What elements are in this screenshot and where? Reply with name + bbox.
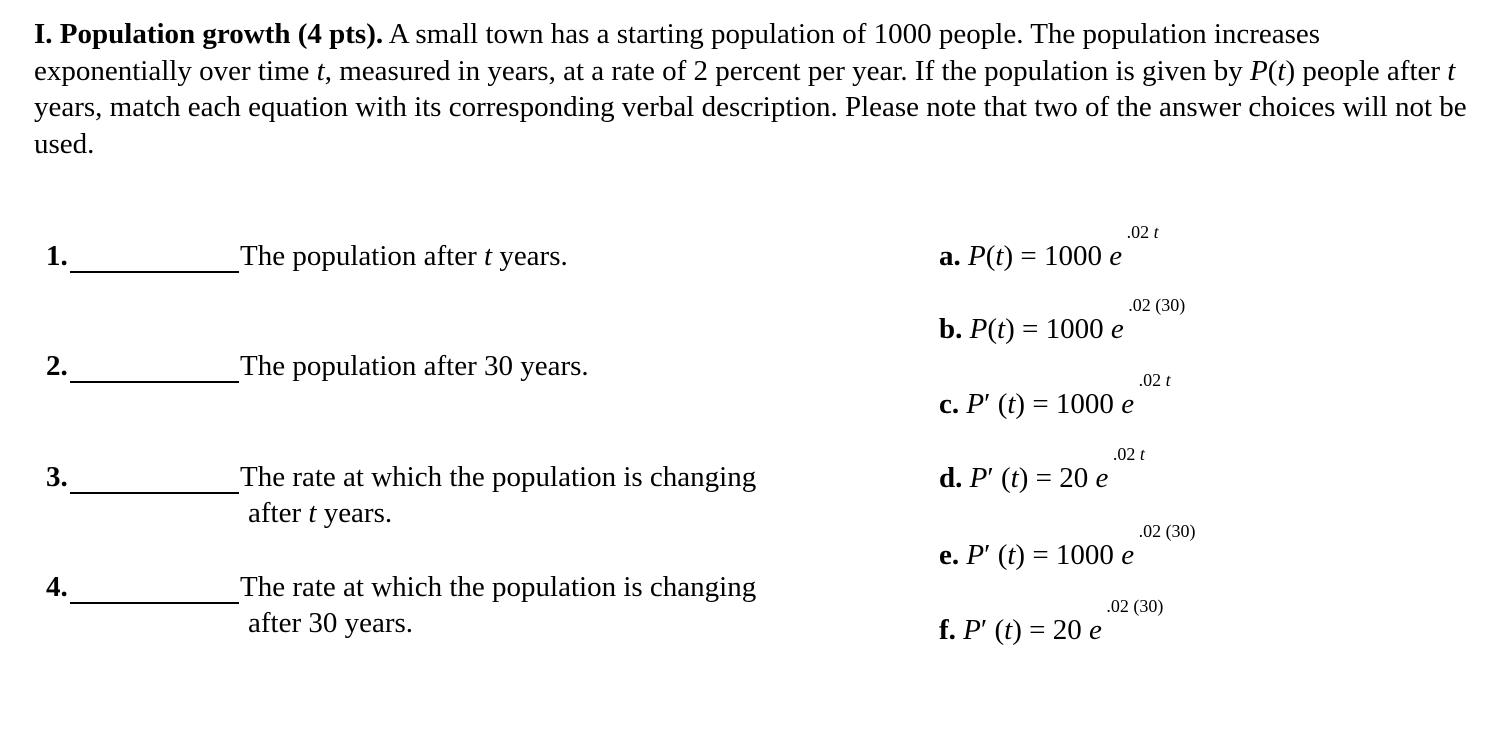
fn-p: P	[966, 539, 985, 571]
answer-blank[interactable]	[70, 492, 239, 494]
option-d	[939, 444, 1145, 496]
paren-open: (	[987, 313, 998, 345]
paren-open: (	[994, 614, 1005, 646]
question-text-line1: The rate at which the population is changing	[240, 571, 757, 603]
exponent-number: .02	[1134, 370, 1166, 390]
prime-mark: ′	[987, 462, 1001, 494]
question-number: 2.	[46, 350, 68, 382]
question-text-line1: The rate at which the population is changing	[240, 461, 757, 493]
var-t: t	[1007, 388, 1016, 420]
question-number: 1.	[46, 240, 68, 272]
var-t: t	[1447, 54, 1456, 87]
paren-open: (	[1267, 54, 1278, 87]
var-t: t	[995, 240, 1004, 272]
problem-heading: I. Population growth (4 pts).	[34, 18, 384, 50]
option-label: b.	[939, 313, 963, 345]
question-text-line2: after 30 years.	[248, 607, 414, 639]
option-label: f.	[939, 614, 956, 646]
equation-rest: ) = 1000	[1003, 240, 1110, 272]
base-e: e	[1110, 313, 1124, 345]
option-b	[939, 295, 1186, 347]
exponent-number: .02 (30)	[1123, 295, 1186, 315]
equation-rest: ) = 20	[1018, 462, 1096, 494]
exponent	[1102, 596, 1164, 616]
exponent	[1122, 222, 1159, 242]
paren-close: )	[1285, 54, 1296, 87]
fn-p: P	[969, 313, 988, 345]
paren-open: (	[997, 388, 1008, 420]
problem-text-2: , measured in years, at a rate of 2 percent per year. If the population is given by	[324, 54, 1250, 87]
question-text	[240, 459, 756, 531]
var-t: t	[997, 313, 1006, 345]
paren-open: (	[997, 539, 1008, 571]
option-label: d.	[939, 462, 963, 494]
prime-mark: ′	[984, 539, 998, 571]
option-f	[939, 596, 1164, 648]
exponent-number: .02	[1108, 444, 1140, 464]
problem-text-4: years, match each equation with its corresponding verbal description. Please note that two of the answer choices will not be used.	[34, 91, 1467, 160]
answer-blank[interactable]	[70, 381, 239, 383]
equation-rest: ) = 1000	[1015, 539, 1122, 571]
question-text-part: years.	[492, 240, 568, 272]
answer-blank[interactable]	[70, 271, 239, 273]
equation-rest: ) = 1000	[1005, 313, 1111, 345]
fn-p: P	[963, 614, 981, 646]
option-label: e.	[939, 539, 960, 571]
question-text-line2	[240, 495, 756, 531]
fn-p: P	[968, 240, 986, 272]
base-e: e	[1121, 539, 1135, 571]
option-c	[939, 370, 1171, 422]
prime-mark: ′	[980, 614, 995, 646]
question-text-part: after	[248, 497, 309, 529]
exponent-number: .02 (30)	[1134, 521, 1196, 541]
problem-text-1: A small town has a starting population of 1000 people. The population increases exponentially over time	[34, 18, 1321, 87]
var-t: t	[484, 240, 493, 272]
equation-rest: ) = 1000	[1015, 388, 1122, 420]
question-text-part: years.	[316, 497, 393, 529]
exponent-number: .02	[1122, 222, 1154, 242]
exponent-var: t	[1139, 444, 1145, 464]
paren-open: (	[1000, 462, 1011, 494]
base-e: e	[1109, 240, 1123, 272]
prime-mark: ′	[984, 388, 998, 420]
var-t: t	[316, 54, 325, 87]
problem-text-3: people after	[1295, 54, 1448, 87]
exponent-number: .02 (30)	[1101, 596, 1164, 616]
question-text	[240, 569, 756, 641]
equation-rest: ) = 20	[1012, 614, 1089, 646]
exponent	[1124, 295, 1186, 315]
fn-p: P	[1249, 54, 1268, 87]
fn-p: P	[966, 388, 985, 420]
problem-statement	[34, 16, 1474, 162]
var-t: t	[1277, 54, 1286, 87]
base-e: e	[1088, 614, 1102, 646]
exponent-var: t	[1153, 222, 1159, 242]
answer-blank[interactable]	[70, 602, 239, 604]
exponent	[1134, 521, 1196, 541]
question-text	[240, 238, 568, 274]
question-number: 4.	[46, 571, 68, 603]
paren-open: (	[985, 240, 996, 272]
question-number: 3.	[46, 461, 68, 493]
option-e	[939, 521, 1196, 573]
question-text: The population after 30 years.	[240, 350, 589, 382]
option-label: c.	[939, 388, 960, 420]
question-text-part: The population after	[240, 240, 484, 272]
option-label: a.	[939, 240, 961, 272]
exponent	[1108, 444, 1145, 464]
base-e: e	[1095, 462, 1109, 494]
exponent	[1134, 370, 1171, 390]
base-e: e	[1121, 388, 1135, 420]
var-t: t	[1007, 539, 1016, 571]
exponent-var: t	[1165, 370, 1171, 390]
option-a	[939, 222, 1159, 274]
var-t: t	[1004, 614, 1013, 646]
var-t: t	[308, 497, 317, 529]
fn-p: P	[969, 462, 988, 494]
var-t: t	[1010, 462, 1019, 494]
